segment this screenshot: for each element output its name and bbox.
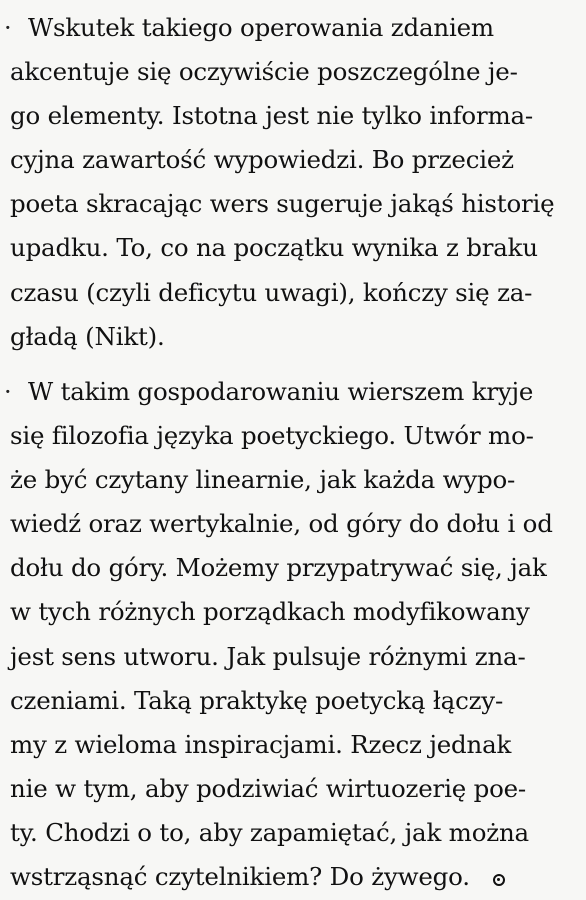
text-line: poeta skracając wers sugeruje jakąś historię: [10, 189, 555, 219]
text-line: dołu do góry. Możemy przypatrywać się, jak: [10, 553, 547, 583]
text-line: [0, 6, 586, 50]
text-line: cyjna zawartość wypowiedzi. Bo przecież: [10, 145, 514, 175]
text-line: [0, 855, 586, 899]
text-line: upadku. To, co na początku wynika z braku: [10, 233, 538, 263]
bullet-marker: ·: [4, 378, 12, 406]
text-line: go elementy. Istotna jest nie tylko informa-: [10, 101, 534, 131]
text-line: jest sens utworu. Jak pulsuje różnymi zna-: [10, 641, 526, 671]
text-line: że być czytany linearnie, jak każda wypo-: [10, 465, 516, 495]
text-line: gładą (Nikt).: [10, 321, 165, 351]
text-line: [0, 370, 586, 414]
paragraph-2: [0, 370, 586, 899]
text-line: wiedź oraz wertykalnie, od góry do dołu i od: [10, 509, 553, 539]
line-text: Wskutek takiego operowania zdaniem: [28, 13, 494, 42]
paragraph-1: [0, 6, 586, 359]
text-line: akcentuje się oczywiście poszczególne je-: [10, 57, 518, 87]
line-text: wstrząsnąć czytelnikiem? Do żywego.: [10, 862, 470, 892]
text-line: czeniami. Taką praktykę poetycką łączy-: [10, 685, 504, 715]
text-line: nie w tym, aby podziwiać wirtuozerię poe-: [10, 773, 527, 803]
text-line: się filozofia języka poetyckiego. Utwór mo-: [10, 421, 534, 451]
text-line: w tych różnych porządkach modyfikowany: [10, 597, 530, 627]
text-line: ty. Chodzi o to, aby zapamiętać, jak można: [10, 817, 529, 847]
text-line: my z wieloma inspiracjami. Rzecz jednak: [10, 729, 512, 759]
line-text: W takim gospodarowaniu wierszem kryje: [28, 377, 534, 406]
end-of-article-circle-icon: [493, 874, 505, 886]
text-line: czasu (czyli deficytu uwagi), kończy się za-: [10, 277, 533, 307]
bullet-marker: ·: [4, 14, 12, 42]
